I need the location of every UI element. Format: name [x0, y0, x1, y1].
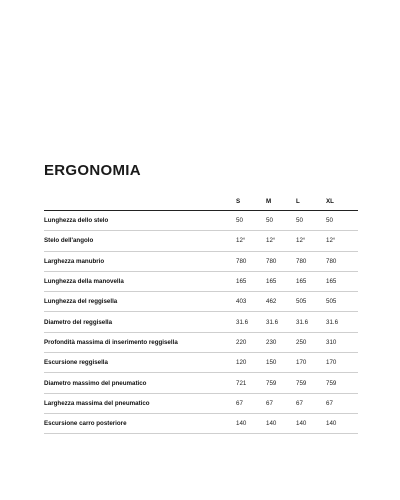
header-row	[44, 192, 358, 211]
header-size-m: M	[266, 192, 296, 211]
table-body	[44, 211, 358, 434]
cell-size-m: 140	[266, 413, 296, 433]
table-row	[44, 251, 358, 271]
cell-size-m: 150	[266, 353, 296, 373]
cell-size-l: 170	[296, 353, 326, 373]
table-row	[44, 231, 358, 251]
row-label: Larghezza manubrio	[44, 251, 236, 271]
cell-size-xl: 780	[326, 251, 358, 271]
row-label: Lunghezza dello stelo	[44, 211, 236, 231]
row-label: Profondità massima di inserimento reggisella	[44, 332, 236, 352]
cell-size-xl: 140	[326, 413, 358, 433]
cell-size-xl: 12°	[326, 231, 358, 251]
cell-size-xl: 170	[326, 353, 358, 373]
table-row	[44, 373, 358, 393]
table-row	[44, 393, 358, 413]
cell-size-xl: 67	[326, 393, 358, 413]
row-label: Stelo dell'angolo	[44, 231, 236, 251]
cell-size-l: 165	[296, 271, 326, 291]
cell-size-xl: 505	[326, 292, 358, 312]
table-row	[44, 413, 358, 433]
header-size-l: L	[296, 192, 326, 211]
cell-size-s: 165	[236, 271, 266, 291]
cell-size-s: 67	[236, 393, 266, 413]
cell-size-xl: 50	[326, 211, 358, 231]
cell-size-l: 780	[296, 251, 326, 271]
section-title: ERGONOMIA	[44, 162, 141, 179]
table-row	[44, 292, 358, 312]
cell-size-xl: 165	[326, 271, 358, 291]
cell-size-m: 230	[266, 332, 296, 352]
cell-size-s: 31.6	[236, 312, 266, 332]
cell-size-l: 50	[296, 211, 326, 231]
cell-size-l: 759	[296, 373, 326, 393]
row-label: Diametro massimo del pneumatico	[44, 373, 236, 393]
ergonomics-section	[44, 160, 358, 428]
cell-size-s: 721	[236, 373, 266, 393]
cell-size-m: 67	[266, 393, 296, 413]
table-header	[44, 192, 358, 211]
row-label: Larghezza massima del pneumatico	[44, 393, 236, 413]
cell-size-m: 780	[266, 251, 296, 271]
cell-size-s: 140	[236, 413, 266, 433]
cell-size-m: 462	[266, 292, 296, 312]
cell-size-m: 165	[266, 271, 296, 291]
cell-size-l: 12°	[296, 231, 326, 251]
row-label: Escursione carro posteriore	[44, 413, 236, 433]
header-label-column	[44, 192, 236, 211]
cell-size-l: 140	[296, 413, 326, 433]
cell-size-m: 31.6	[266, 312, 296, 332]
row-label: Escursione reggisella	[44, 353, 236, 373]
row-label: Lunghezza della manovella	[44, 271, 236, 291]
table-row	[44, 312, 358, 332]
ergonomics-table	[44, 192, 358, 434]
header-size-xl: XL	[326, 192, 358, 211]
cell-size-s: 403	[236, 292, 266, 312]
cell-size-l: 67	[296, 393, 326, 413]
header-size-s: S	[236, 192, 266, 211]
table-row	[44, 353, 358, 373]
cell-size-xl: 31.6	[326, 312, 358, 332]
cell-size-l: 250	[296, 332, 326, 352]
cell-size-s: 120	[236, 353, 266, 373]
cell-size-m: 50	[266, 211, 296, 231]
cell-size-s: 780	[236, 251, 266, 271]
cell-size-m: 759	[266, 373, 296, 393]
cell-size-l: 505	[296, 292, 326, 312]
cell-size-xl: 310	[326, 332, 358, 352]
table-row	[44, 332, 358, 352]
cell-size-s: 220	[236, 332, 266, 352]
table-row	[44, 211, 358, 231]
cell-size-s: 50	[236, 211, 266, 231]
table-row	[44, 271, 358, 291]
row-label: Lunghezza del reggisella	[44, 292, 236, 312]
row-label: Diametro del reggisella	[44, 312, 236, 332]
cell-size-l: 31.6	[296, 312, 326, 332]
cell-size-m: 12°	[266, 231, 296, 251]
cell-size-xl: 759	[326, 373, 358, 393]
cell-size-s: 12°	[236, 231, 266, 251]
